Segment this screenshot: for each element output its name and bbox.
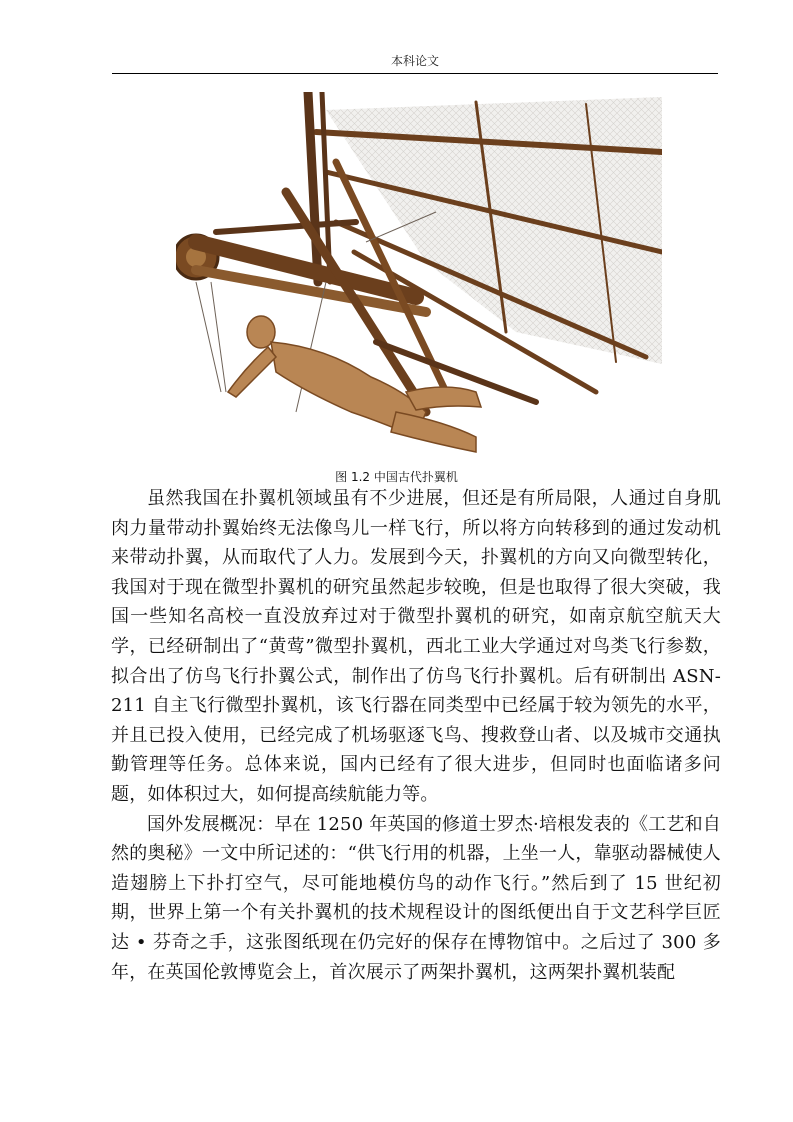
ornithopter-figure bbox=[176, 92, 662, 464]
header-rule bbox=[112, 73, 718, 74]
body-text bbox=[111, 484, 721, 987]
paragraph: 国外发展概况：早在 1250 年英国的修道士罗杰·培根发表的《工艺和自然的奥秘》一文中所记述的：“供飞行用的机器，上坐一人，靠驱动器械使人造翅膀上下扑打空气，尽可能地模仿鸟的动作飞行。”然后到了 15 世纪初期，世界上第一个有关扑翼机的技术规程设计的图纸便出自于文艺科学巨匠达 • 芬奇之手，这张图纸现在仍完好的保存在博物馆中。之后过了 300 多年，在英国伦敦博览会上，首次展示了两架扑翼机，这两架扑翼机装配 bbox=[111, 813, 721, 983]
figure-caption: 图 1.2 中国古代扑翼机 bbox=[335, 470, 458, 484]
running-header: 本科论文 bbox=[390, 54, 439, 68]
paragraph: 虽然我国在扑翼机领域虽有不少进展，但还是有所局限，人通过自身肌肉力量带动扑翼始终无法像鸟儿一样飞行，所以将方向转移到的通过发动机来带动扑翼，从而取代了人力。发展到今天，扑翼机的方向又向微型转化，我国对于现在微型扑翼机的研究虽然起步较晚，但是也取得了很大突破，我国一些知名高校一直没放弃过对于微型扑翼机的研究，如南京航空航天大学，已经研制出了“黄莺”微型扑翼机，西北工业大学通过对鸟类飞行参数，拟合出了仿鸟飞行扑翼公式，制作出了仿鸟飞行扑翼机。后有研制出 ASN-211 自主飞行微型扑翼机，该飞行器在同类型中已经属于较为领先的水平，并且已投入使用，已经完成了机场驱逐飞鸟、搜救登山者、以及城市交通执勤管理等任务。总体来说，国内已经有了很大进步，但同时也面临诸多问题，如体积过大，如何提高续航能力等。 bbox=[111, 488, 721, 805]
